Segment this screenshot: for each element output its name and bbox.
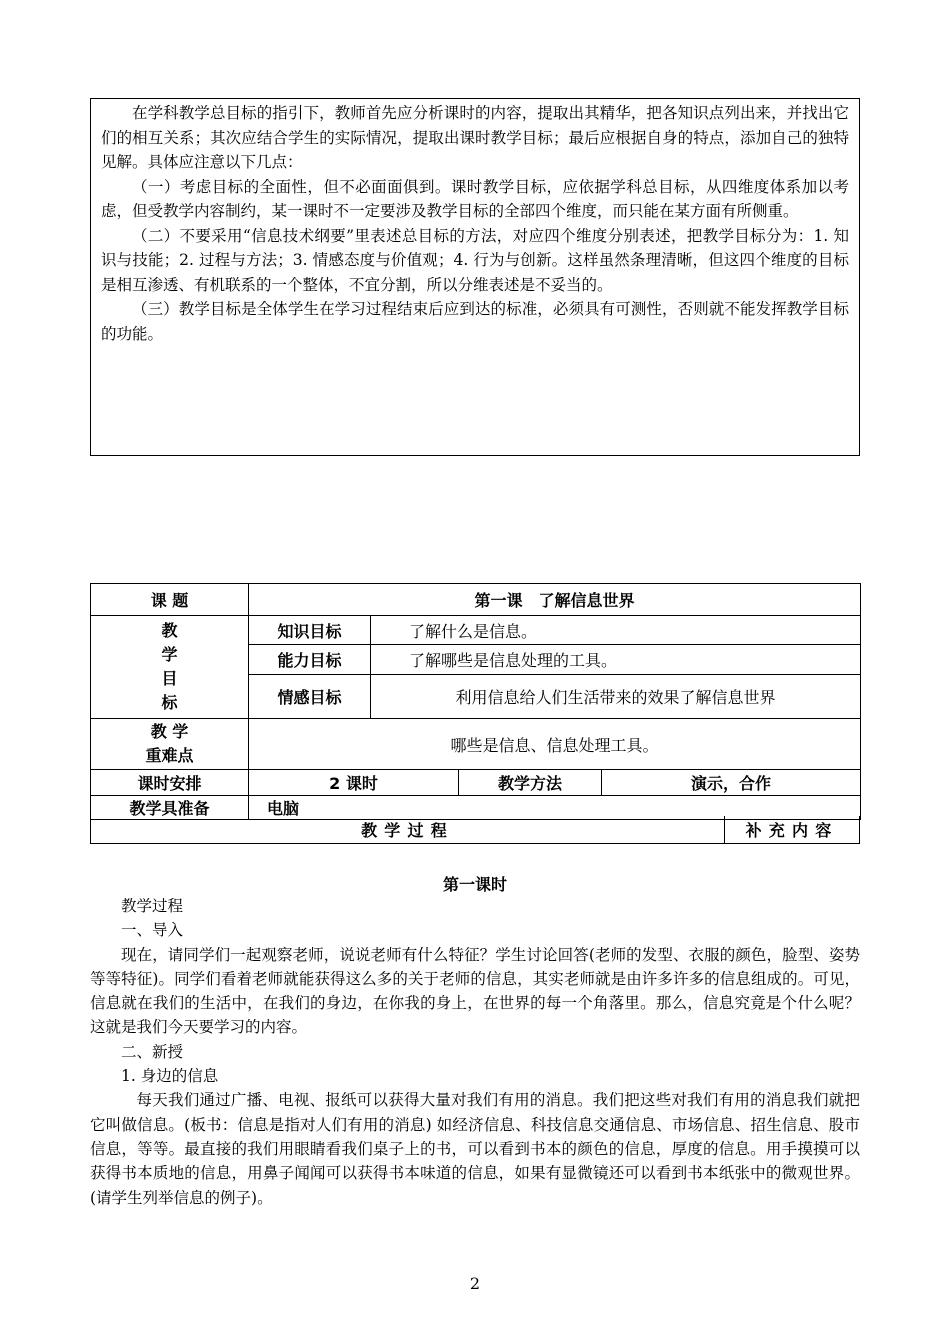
- guidance-paragraph-3: （三）教学目标是全体学生在学习过程结束后应到达的标准，必须具有可测性，否则就不能发挥教学目标的功能。: [101, 300, 849, 343]
- difficulty-label: [91, 719, 249, 770]
- body-subheading-info: 1. 身边的信息: [121, 1067, 219, 1086]
- guidance-paragraph-intro: 在学科教学总目标的指引下，教师首先应分析课时的内容，提取出其精华，把各知识点列出来，并找出它们的相互关系；其次应结合学生的实际情况，提取出课时教学目标；最后应根据自身的特点，添加自己的独特见解。具体应注意以下几点：: [101, 104, 849, 171]
- guidance-paragraph-2: （二）不要采用“信息技术纲要”里表述总目标的方法，对应四个维度分别表述，把教学目标分为：1. 知识与技能；2. 过程与方法；3. 情感态度与价值观；4. 行为与创新。这样虽然条理清晰，但这四个维度的目标是相互渗透、有机联系的一个整体，不宜分割，所以分维表述是不妥当的。: [101, 226, 849, 294]
- objectives-label-char: 目: [161, 669, 178, 688]
- topic-value: 第一课 了解信息世界: [249, 584, 861, 616]
- body-paragraph-info: 每天我们通过广播、电视、报纸可以获得大量对我们有用的消息。我们把这些对我们有用的消息我们就把它叫做信息。(板书：信息是指对人们有用的消息) 如经济信息、科技信息交通信息、市场信息、招生信息、股市信息，等等。最直接的我们用眼睛看我们桌子上的书，可以看到书本的颜色的信息，厚度的信息。用手摸摸可以获得书本质地的信息，用鼻子闻闻可以获得书本味道的信息，如果有显微镜还可以看到书本纸张中的微观世界。(请学生列举信息的例子)。: [90, 1091, 860, 1207]
- lesson-plan-table: [90, 583, 861, 820]
- ability-objective-value: 了解哪些是信息处理的工具。: [371, 645, 861, 675]
- objectives-label: [91, 616, 249, 719]
- hours-label: 课时安排: [91, 770, 249, 796]
- tools-label: 教学具准备: [91, 796, 249, 820]
- objectives-label-char: 学: [161, 645, 178, 664]
- method-label: 教学方法: [459, 770, 602, 796]
- knowledge-objective-value: 了解什么是信息。: [371, 616, 861, 645]
- supplement-label: 补充内容: [745, 821, 839, 840]
- process-label: 教学过程: [91, 816, 725, 843]
- difficulty-label-line1: 教 学: [150, 722, 189, 741]
- body-line-process: 教学过程: [121, 897, 184, 915]
- method-value: 演示，合作: [602, 770, 861, 796]
- body-heading-intro: 一、导入: [121, 921, 184, 940]
- topic-label: 课 题: [91, 584, 249, 616]
- objectives-label-char: 标: [161, 693, 178, 712]
- difficulty-label-line2: 重难点: [145, 746, 194, 765]
- guidance-paragraph-1: （一）考虑目标的全面性，但不必面面俱到。课时教学目标，应依据学科总目标，从四维度体系加以考虑，但受教学内容制约，某一课时不一定要涉及教学目标的全部四个维度，而只能在某方面有所侧重。: [101, 177, 849, 220]
- emotion-objective-label: 情感目标: [249, 675, 371, 719]
- process-header-row: [90, 816, 860, 844]
- hours-value: 2 课时: [249, 770, 459, 796]
- ability-objective-label: 能力目标: [249, 645, 371, 675]
- knowledge-objective-label: 知识目标: [249, 616, 371, 645]
- emotion-objective-value: 利用信息给人们生活带来的效果了解信息世界: [371, 675, 861, 719]
- objectives-guidance-box: [90, 98, 860, 456]
- lesson-body: [90, 894, 860, 1210]
- difficulty-value: 哪些是信息、信息处理工具。: [249, 719, 861, 770]
- objectives-label-char: 教: [161, 621, 178, 640]
- body-heading-new: 二、新授: [121, 1042, 184, 1061]
- tools-value: 电脑: [249, 796, 861, 820]
- lesson-session-title: 第一课时: [442, 875, 507, 894]
- body-paragraph-intro: 现在，请同学们一起观察老师，说说老师有什么特征？学生讨论回答(老师的发型、衣服的颜色，脸型、姿势等等特征)。同学们看着老师就能获得这么多的关于老师的信息，其实老师就是由许多许多的信息组成的。可见，信息就在我们的生活中，在我们的身边，在你我的身上，在世界的每一个角落里。那么，信息究竟是个什么呢？这就是我们今天要学习的内容。: [90, 945, 860, 1037]
- page-number: 2: [469, 1274, 481, 1293]
